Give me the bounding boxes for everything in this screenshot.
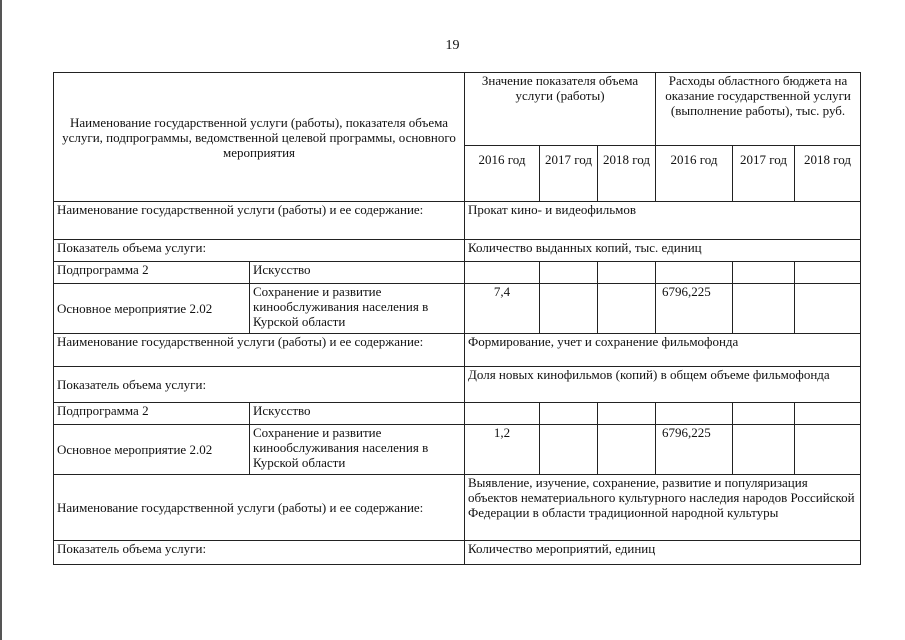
header-year: 2017 год — [540, 146, 598, 202]
indicator-label: Показатель объема услуги: — [54, 367, 465, 403]
indicator-name: Количество выданных копий, тыс. единиц — [465, 240, 861, 262]
header-year: 2016 год — [465, 146, 540, 202]
service-label: Наименование государственной услуги (работы) и ее содержание: — [54, 202, 465, 240]
indicator-label: Показатель объема услуги: — [54, 541, 465, 565]
measure-label: Основное мероприятие 2.02 — [54, 284, 250, 334]
table-row — [54, 262, 861, 284]
subprogram-label: Подпрограмма 2 — [54, 403, 250, 425]
measure-name: Сохранение и развитие кинообслуживания населения в Курской области — [250, 425, 465, 475]
indicator-name: Доля новых кинофильмов (копий) в общем объеме фильмофонда — [465, 367, 861, 403]
service-name: Выявление, изучение, сохранение, развитие и популяризация объектов нематериального культурного наследия народов Российской Федерации в области традиционной народной культуры — [465, 475, 861, 541]
header-year: 2016 год — [656, 146, 733, 202]
header-value-col: Значение показателя объема услуги (работы) — [465, 73, 656, 146]
table-row — [54, 240, 861, 262]
table-row — [54, 202, 861, 240]
header-year: 2018 год — [598, 146, 656, 202]
table-row — [54, 475, 861, 541]
indicator-name: Количество мероприятий, единиц — [465, 541, 861, 565]
value-2016: 1,2 — [465, 425, 540, 475]
subprogram-label: Подпрограмма 2 — [54, 262, 250, 284]
table-row — [54, 425, 861, 475]
header-year: 2018 год — [795, 146, 861, 202]
value-2016: 7,4 — [465, 284, 540, 334]
header-name-col: Наименование государственной услуги (работы), показателя объема услуги, подпрограммы, ведомственной целевой программы, основного мероприятия — [54, 73, 465, 202]
subprogram-name: Искусство — [250, 403, 465, 425]
table-row — [54, 541, 861, 565]
service-label: Наименование государственной услуги (работы) и ее содержание: — [54, 475, 465, 541]
indicator-label: Показатель объема услуги: — [54, 240, 465, 262]
service-name: Формирование, учет и сохранение фильмофонда — [465, 334, 861, 367]
table-row — [54, 284, 861, 334]
service-label: Наименование государственной услуги (работы) и ее содержание: — [54, 334, 465, 367]
header-year: 2017 год — [733, 146, 795, 202]
expense-2016: 6796,225 — [656, 425, 733, 475]
budget-table — [53, 72, 861, 565]
table-row — [54, 367, 861, 403]
table-row — [54, 403, 861, 425]
measure-label: Основное мероприятие 2.02 — [54, 425, 250, 475]
service-name: Прокат кино- и видеофильмов — [465, 202, 861, 240]
page-number: 19 — [445, 38, 460, 53]
table-row — [54, 334, 861, 367]
header-expense-col: Расходы областного бюджета на оказание государственной услуги (выполнение работы), тыс. руб. — [656, 73, 861, 146]
subprogram-name: Искусство — [250, 262, 465, 284]
measure-name: Сохранение и развитие кинообслуживания населения в Курской области — [250, 284, 465, 334]
page-edge — [0, 0, 2, 640]
expense-2016: 6796,225 — [656, 284, 733, 334]
